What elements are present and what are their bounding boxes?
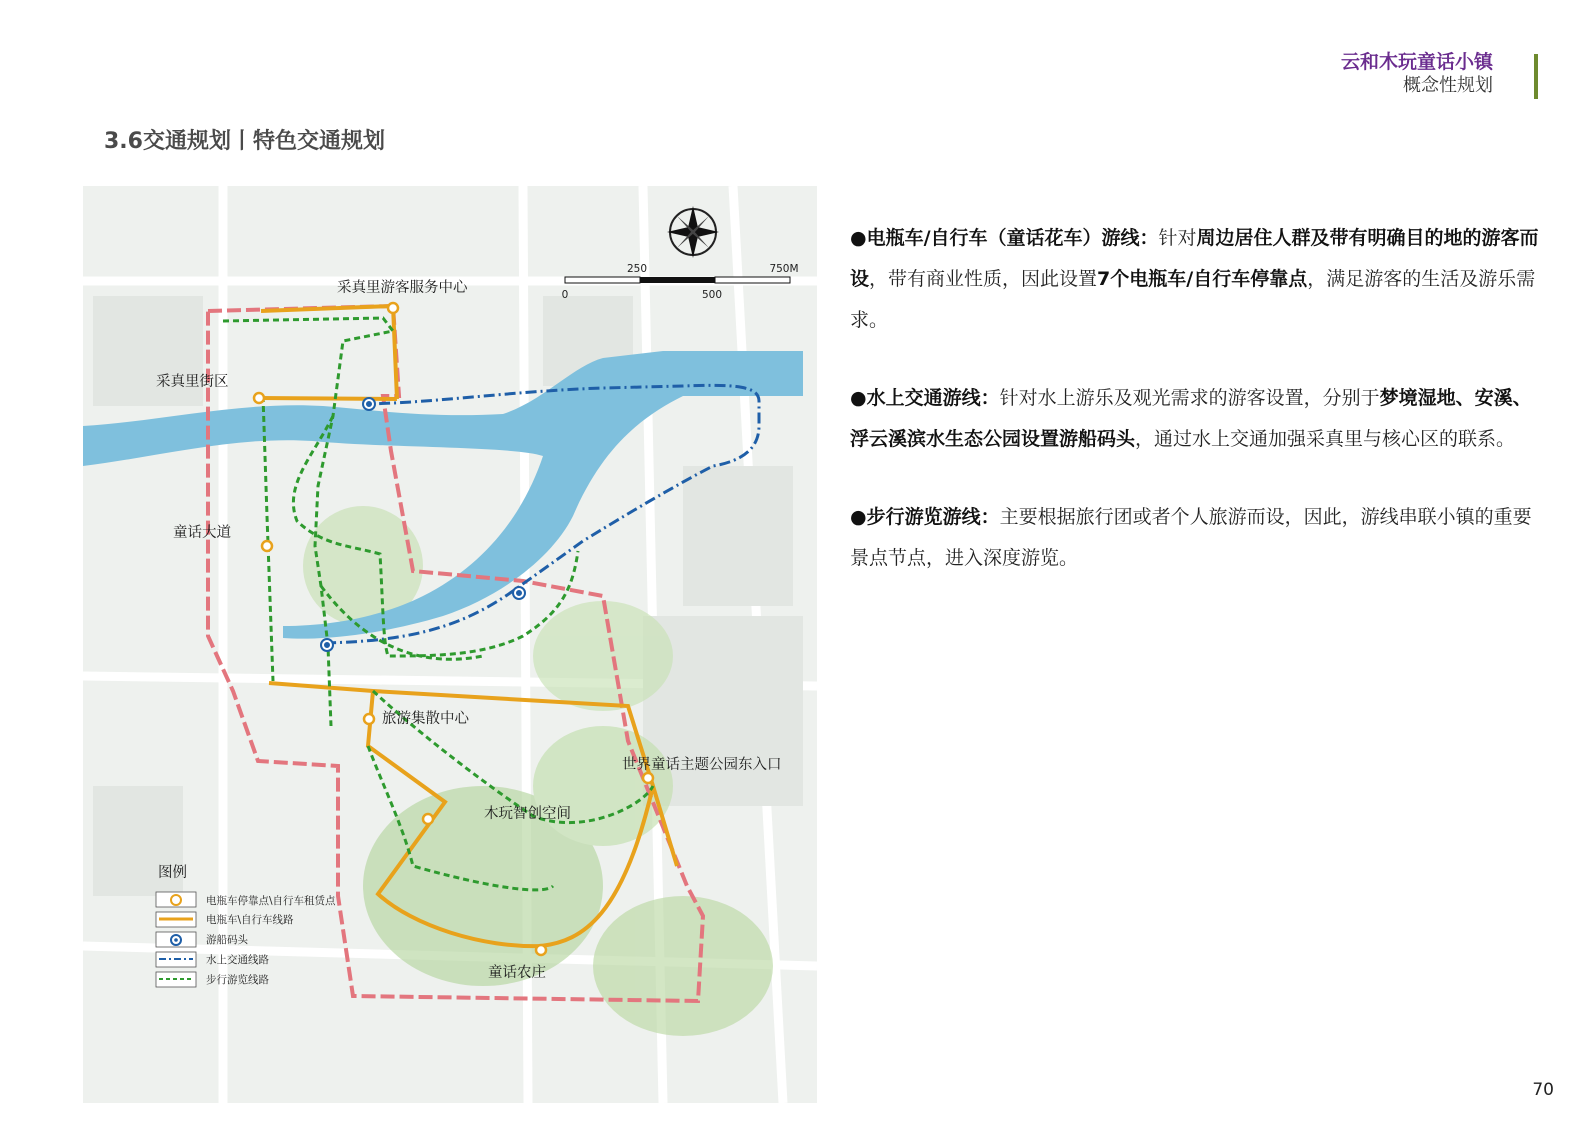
desc-water-t2: ，通过水上交通加强采真里与核心区的联系。	[1135, 428, 1516, 450]
label-street-district: 采真里街区	[156, 374, 229, 390]
desc-ev-bike-b2: 7个电瓶车/自行车停靠点	[1097, 268, 1308, 290]
legend-item-walking-route: 步行游览线路	[206, 974, 269, 986]
label-fairy-farm: 童话农庄	[488, 965, 546, 981]
header	[1341, 50, 1493, 98]
desc-water	[850, 378, 1540, 460]
desc-ev-bike-t1: 针对	[1158, 227, 1197, 249]
desc-water-title: ●水上交通游线：	[850, 387, 1000, 409]
brand-title: 云和木玩童话小镇	[1340, 51, 1493, 73]
scale-label-0: 0	[561, 289, 569, 301]
label-tourist-hub: 旅游集散中心	[382, 711, 469, 727]
desc-walking	[850, 497, 1540, 579]
label-toy-space: 木玩智创空间	[484, 806, 571, 822]
label-visitor-center: 采真里游客服务中心	[337, 280, 468, 296]
traffic-map	[83, 186, 817, 1103]
section-title: 3.6交通规划丨特色交通规划	[104, 129, 385, 154]
desc-walking-t1: 主要根据旅行团或者个人旅游而设，因此，游线串联小镇的重要景点节点，进入深度游览。	[850, 506, 1532, 569]
label-theme-park-entrance: 世界童话主题公园东入口	[622, 757, 782, 773]
description	[850, 218, 1540, 616]
header-divider	[1534, 54, 1538, 99]
desc-water-b1: 梦境湿地、安溪、浮云溪滨水生态公园设置游船码头	[850, 387, 1532, 450]
desc-ev-bike-t2: ，带有商业性质，因此设置	[869, 268, 1098, 290]
legend-item-ev-stop: 电瓶车停靠点\自行车租赁点	[206, 895, 336, 907]
desc-water-t1: 针对水上游乐及观光需求的游客设置，分别于	[999, 387, 1380, 409]
legend-item-dock: 游船码头	[206, 934, 248, 946]
page-number: 70	[1532, 1080, 1554, 1100]
legend-stop-symbol	[171, 895, 181, 905]
scale-label-750: 750M	[769, 263, 799, 275]
brand-subtitle: 概念性规划	[1403, 75, 1493, 96]
map-svg	[83, 186, 817, 1103]
scale-label-500: 500	[701, 289, 723, 301]
desc-walking-title: ●步行游览游线：	[850, 506, 1000, 528]
desc-ev-bike-t3: ，满足游客的生活及游乐需求。	[850, 268, 1536, 331]
scale-label-250: 250	[626, 263, 648, 275]
legend-item-boat-route: 水上交通线路	[206, 954, 269, 966]
desc-ev-bike-b1: 周边居住人群及带有明确目的地的游客而设	[850, 227, 1539, 290]
legend-item-ev-route: 电瓶车\自行车线路	[206, 914, 294, 926]
legend-title: 图例	[158, 865, 187, 881]
desc-ev-bike-title: ●电瓶车/自行车（童话花车）游线：	[850, 227, 1159, 249]
label-fairy-avenue: 童话大道	[173, 525, 231, 541]
desc-ev-bike	[850, 218, 1540, 341]
